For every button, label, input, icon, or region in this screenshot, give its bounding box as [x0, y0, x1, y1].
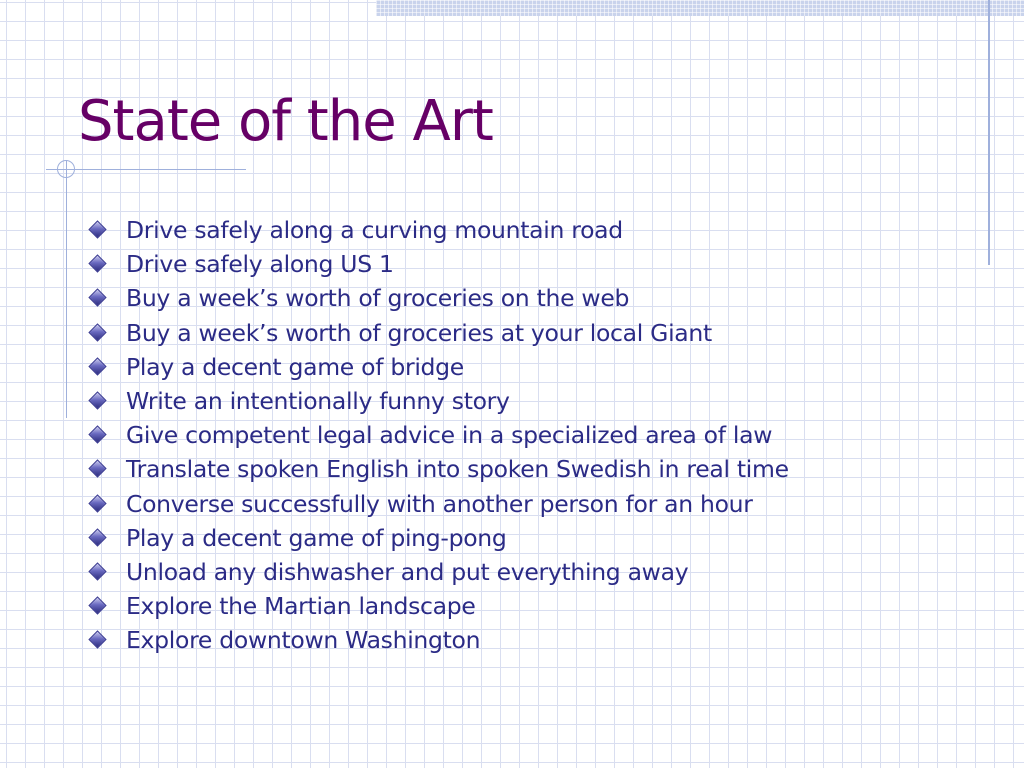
bullet-text: Write an intentionally funny story: [126, 386, 510, 415]
diamond-bullet-icon: [90, 393, 106, 409]
bullet-item: [86, 623, 789, 657]
bullet-text: Explore the Martian landscape: [126, 592, 476, 621]
bullet-item: [86, 213, 789, 247]
bullet-item: [86, 521, 789, 555]
bullet-item: [86, 384, 789, 418]
bullet-text: Play a decent game of ping-pong: [126, 523, 507, 552]
bullet-list: [86, 213, 789, 657]
diamond-bullet-icon: [90, 222, 106, 238]
bullet-text: Buy a week’s worth of groceries at your local Giant: [126, 318, 712, 347]
bullet-text: Explore downtown Washington: [126, 626, 481, 655]
diamond-bullet-icon: [90, 564, 106, 580]
bullet-text: Play a decent game of bridge: [126, 352, 464, 381]
bullet-item: [86, 316, 789, 350]
right-decorative-rule: [988, 0, 990, 265]
diamond-bullet-icon: [90, 427, 106, 443]
bullet-item: [86, 350, 789, 384]
diamond-bullet-icon: [90, 324, 106, 340]
title-underline-rule: [46, 169, 246, 170]
diamond-bullet-icon: [90, 358, 106, 374]
bullet-text: Drive safely along a curving mountain road: [126, 216, 623, 244]
bullet-text: Unload any dishwasher and put everything away: [126, 557, 689, 586]
bullet-item: [86, 487, 789, 521]
bullet-text: Buy a week’s worth of groceries on the web: [126, 284, 630, 313]
bullet-text: Converse successfully with another person for an hour: [126, 489, 753, 518]
diamond-bullet-icon: [90, 256, 106, 272]
bullet-item: [86, 281, 789, 315]
bullet-item: [86, 247, 789, 281]
bullet-text: Drive safely along US 1: [126, 250, 394, 279]
bullet-text: Give competent legal advice in a specialized area of law: [126, 421, 773, 450]
diamond-bullet-icon: [90, 598, 106, 614]
diamond-bullet-icon: [90, 632, 106, 648]
left-decorative-rule: [66, 160, 67, 418]
diamond-bullet-icon: [90, 495, 106, 511]
slide-title: State of the Art: [78, 89, 493, 154]
bullet-item: [86, 589, 789, 623]
diamond-bullet-icon: [90, 290, 106, 306]
circle-ornament-icon: [57, 160, 75, 178]
bullet-item: [86, 555, 789, 589]
bullet-item: [86, 452, 789, 486]
diamond-bullet-icon: [90, 461, 106, 477]
bullet-item: [86, 418, 789, 452]
top-decorative-band: [376, 0, 1024, 16]
diamond-bullet-icon: [90, 529, 106, 545]
bullet-text: Translate spoken English into spoken Swedish in real time: [126, 455, 789, 484]
